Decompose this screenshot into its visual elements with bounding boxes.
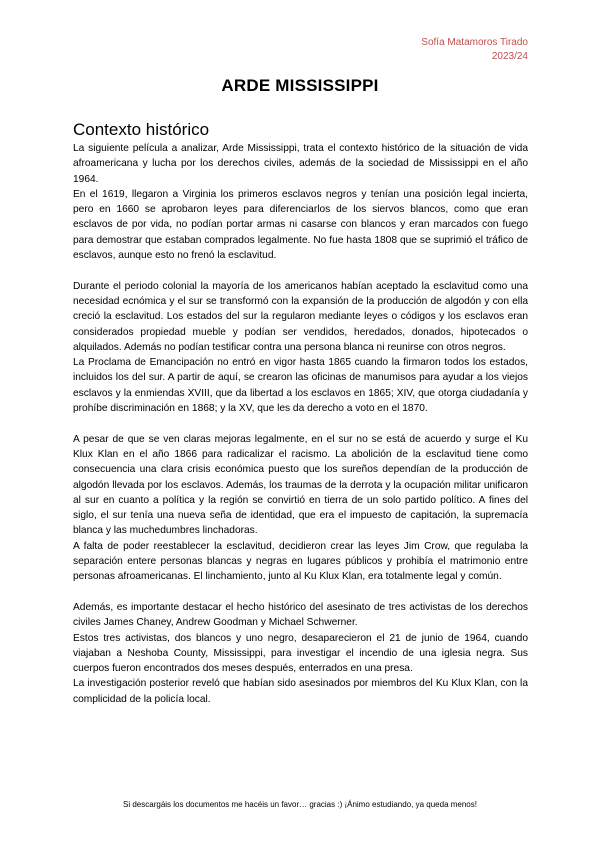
paragraph: Estos tres activistas, dos blancos y uno negro, desaparecieron el 21 de junio de 1964, cuando viajaban a Neshoba County, Mississippi, para investigar el incendio de una iglesia negra. Sus cuerpos fueron encontrados dos meses después, enterrados en una presa. (73, 632, 528, 675)
paragraph: Además, es importante destacar el hecho histórico del asesinato de tres activistas de los derechos civiles James Chaney, Andrew Goodman y Michael Schwerner. (73, 601, 528, 629)
paragraph-spacer (73, 416, 528, 431)
section-title: Contexto histórico (73, 120, 210, 139)
paragraph: La siguiente película a analizar, Arde Mississippi, trata el contexto histórico de la situación de vida afroamericana y lucha por los derechos civiles, además de la sociedad de Mississippi en el año 1964. (73, 143, 528, 185)
author-name: Sofía Matamoros Tirado (421, 37, 528, 48)
academic-year: 2023/24 (491, 51, 528, 62)
paragraph: En el 1619, llegaron a Virginia los primeros esclavos negros y tenían una posición legal incierta, pero en 1660 se aprobaron leyes para diferenciarlos de los siervos blancos, como que eran esclavos de por vida, no podían portar armas ni casarse con blancos y eran marcados con fuego para demostrar que estaban comprados legalmente. No fue hasta 1808 que se suprimió el tráfico de esclavos, aunque esto no frenó la esclavitud. (73, 188, 528, 262)
document-title: ARDE MISSISSIPPI (221, 76, 379, 95)
page-header (421, 36, 528, 64)
paragraph-spacer (73, 263, 528, 278)
paragraph: A pesar de que se ven claras mejoras legalmente, en el sur no se está de acuerdo y surge el Ku Klux Klan en el año 1866 para radicalizar el racismo. La abolición de la esclavitud tiene como consecuencia una clara crisis económica puesto que los sureños dependían de la producción de algodón llevada por los esclavos. Además, los traumas de la derrota y la ocupación militar unificaron al sur en cuanto a política y la región se convirtió en tierra de un solo partido político. A fines del siglo, el sur tenía una nueva seña de identidad, que era el impuesto de capitación, la supremacía blanca y las muchedumbres linchadoras. (73, 433, 528, 537)
paragraph: Durante el periodo colonial la mayoría de los americanos habían aceptado la esclavitud como una necesidad ecnómica y el sur se transformó con la expansión de la producción de algodón y con ella creció la esclavitud. Los estados del sur la regularon mediante leyes o códigos y los esclavos eran considerados propiedad mueble y podían ser vendidos, heredados, donados, hipotecados o alquilados. Además no podían testificar contra una persona blanca ni reunirse con otros negros. (73, 280, 528, 353)
paragraph: La Proclama de Emancipación no entró en vigor hasta 1865 cuando la firmaron todos los estados, incluidos los del sur. A partir de aquí, se crearon las oficinas de manumisos para ayudar a los viejos esclavos y la enmiendas XVIII, que da libertad a los esclavos en 1865; XIV, que otorga ciudadanía y prohíbe discriminación en 1868; y la XV, que les da derecho a voto en el 1870. (73, 357, 528, 415)
page-footer: Si descargáis los documentos me hacéis un favor… gracias :) ¡Ánimo estudiando, ya queda menos! (123, 800, 477, 809)
document-body (73, 141, 528, 707)
paragraph: A falta de poder reestablecer la esclavitud, decidieron crear las leyes Jim Crow, que regulaba la separación entere personas blancas y negras en lugares públicos y prohibía el matrimonio entre personas afroamericanas. El linchamiento, junto al Ku Klux Klan, era totalmente legal y común. (73, 540, 528, 583)
paragraph: La investigación posterior reveló que habían sido asesinados por miembros del Ku Klux Klan, con la complicidad de la policía local. (73, 678, 528, 705)
paragraph-spacer (73, 585, 528, 600)
